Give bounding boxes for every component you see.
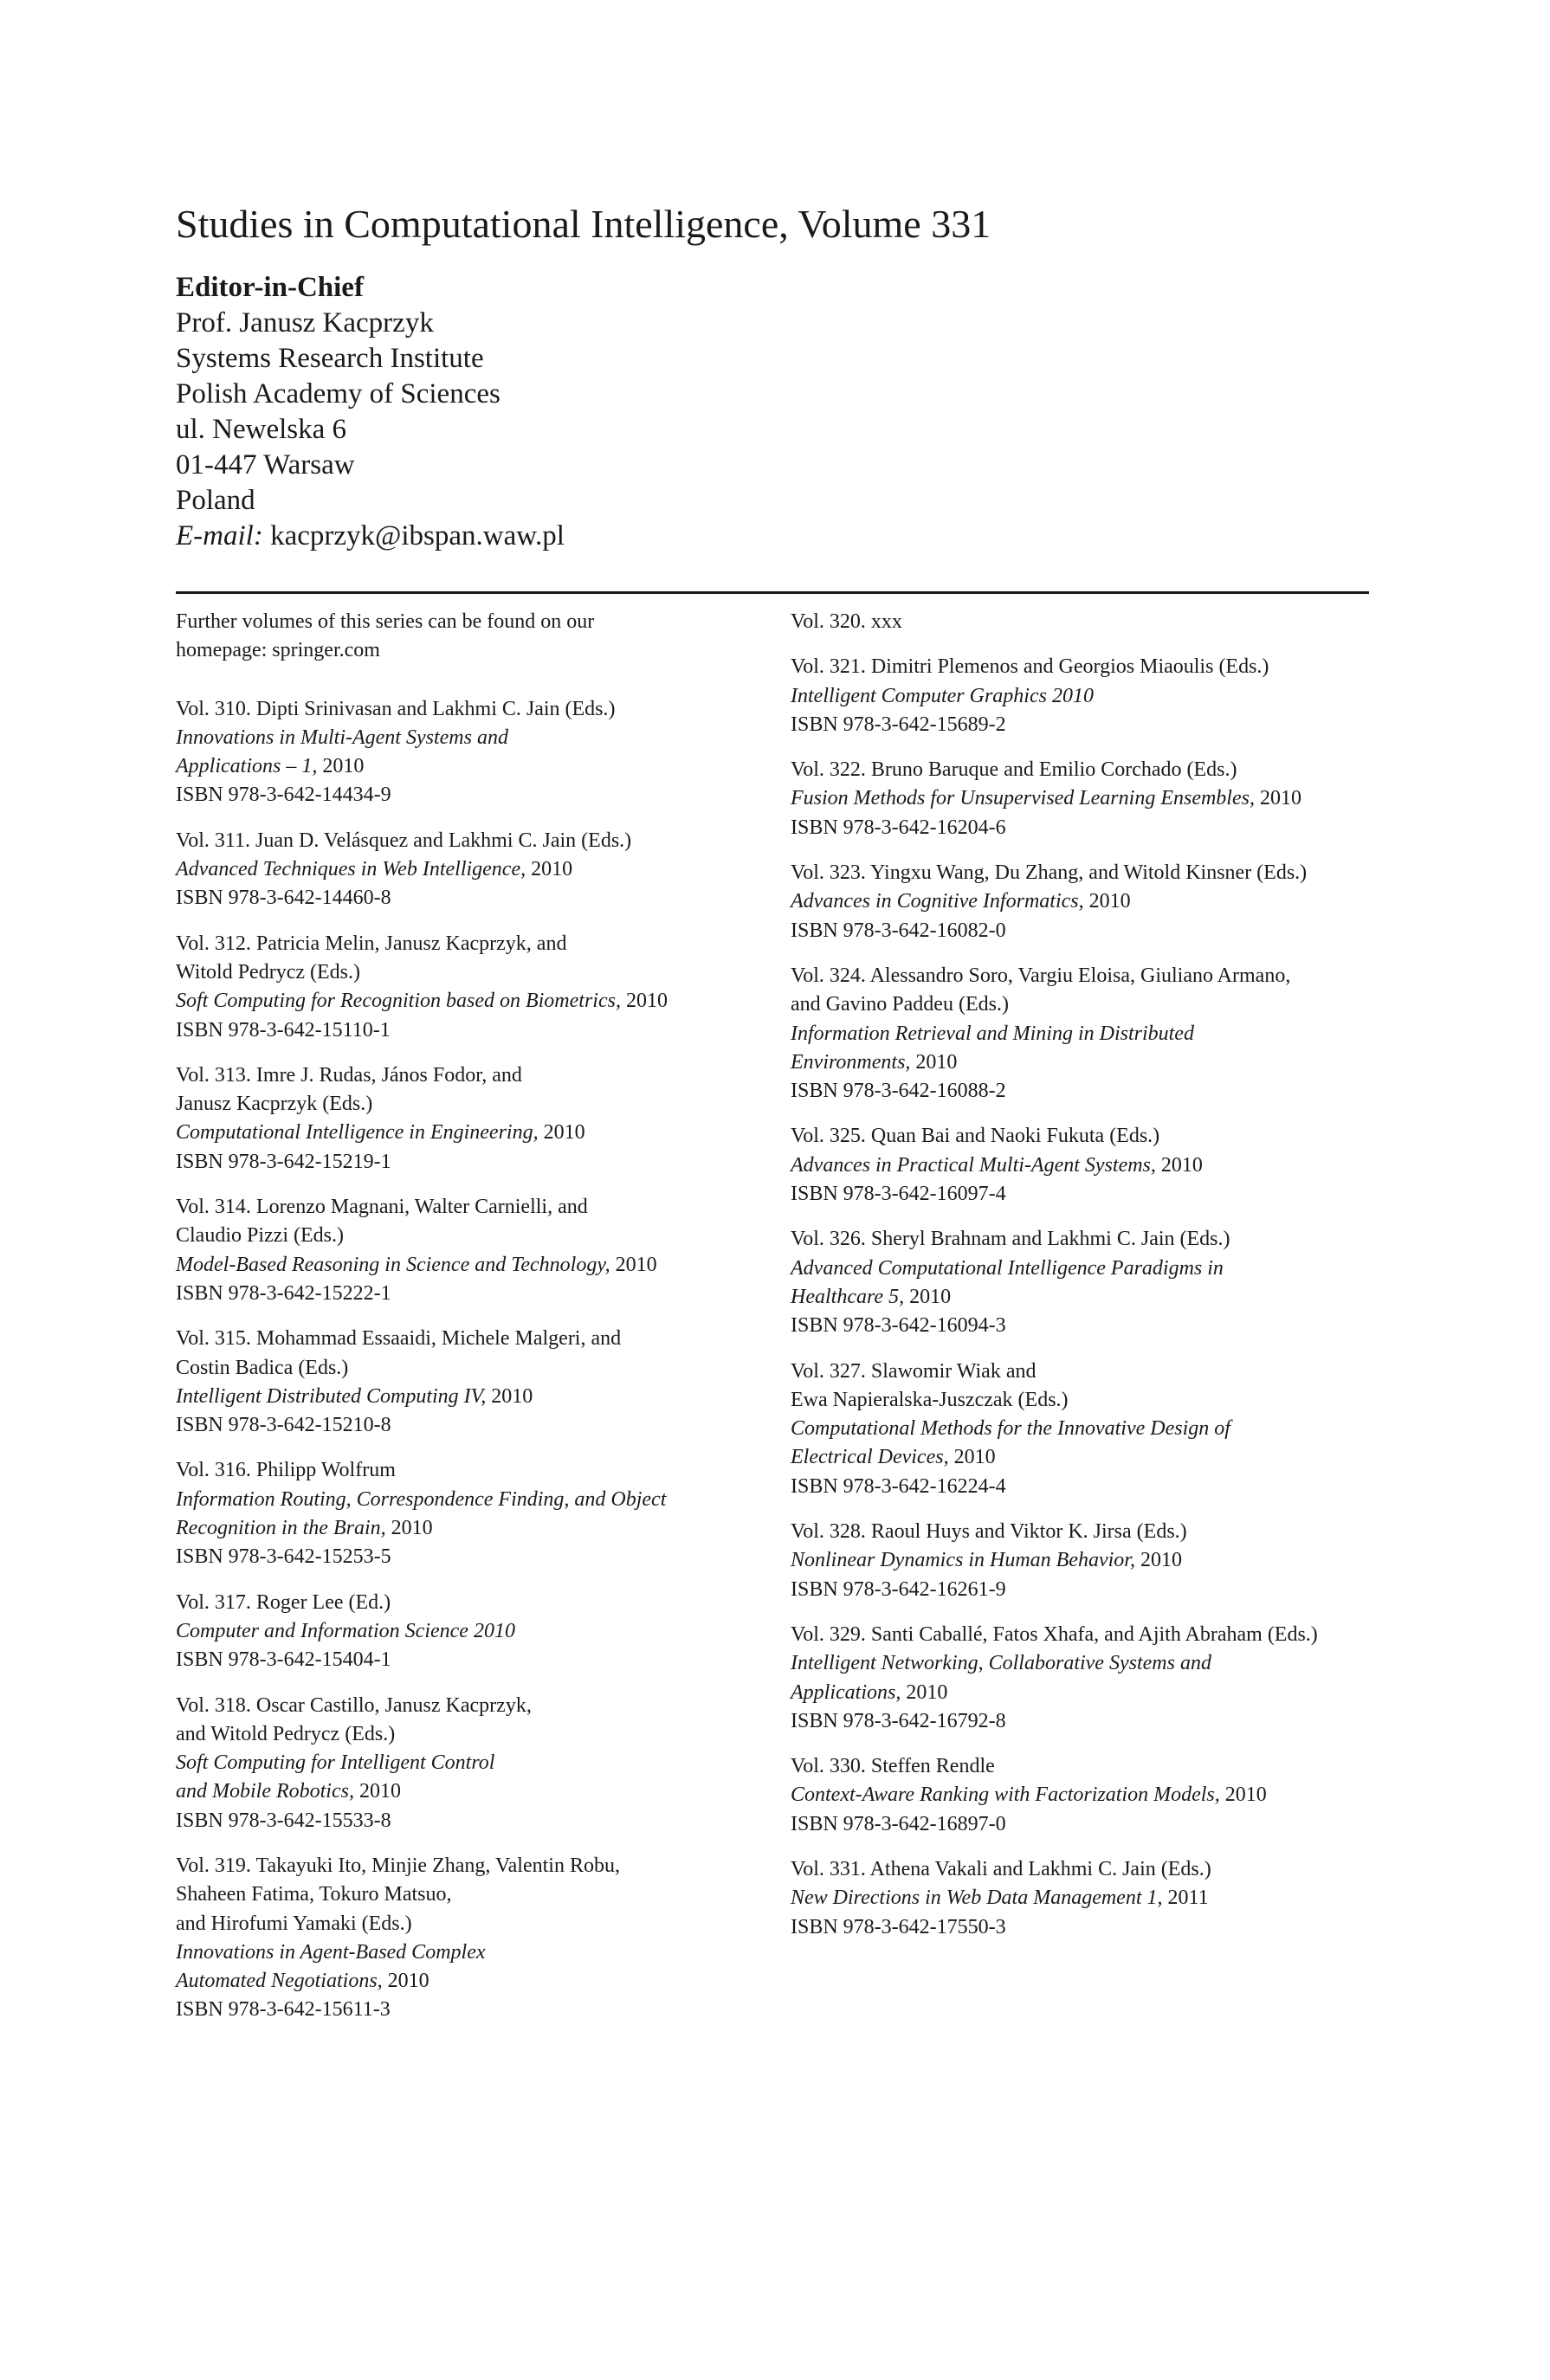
- volume-entry: [176, 1692, 782, 1835]
- volume-year: 2010: [906, 1680, 948, 1704]
- volume-title-line: [791, 1649, 1397, 1678]
- volume-title: Applications – 1,: [176, 755, 318, 778]
- volume-title-line: [176, 1777, 782, 1806]
- volume-year: 2010: [1224, 1783, 1267, 1807]
- volume-title-line: [791, 1151, 1397, 1180]
- volume-isbn: ISBN 978-3-642-14460-8: [176, 887, 391, 910]
- volume-authors: Vol. 312. Patricia Melin, Janusz Kacprzyk, and: [176, 932, 567, 955]
- volume-isbn: ISBN 978-3-642-16897-0: [791, 1812, 1006, 1835]
- editor-city: 01-447 Warsaw: [176, 449, 355, 481]
- volume-authors: Vol. 314. Lorenzo Magnani, Walter Carnielli, and: [176, 1196, 588, 1219]
- volume-entry: [176, 695, 782, 810]
- volume-authors: Shaheen Fatima, Tokuro Matsuo,: [176, 1883, 452, 1906]
- volume-title-line: [176, 1617, 782, 1646]
- volume-year: 2011: [1167, 1887, 1209, 1910]
- volume-isbn: ISBN 978-3-642-17550-3: [791, 1915, 1006, 1938]
- volume-year: 2010: [909, 1285, 952, 1308]
- volume-entry: [791, 1752, 1397, 1839]
- volume-year: 2010: [322, 755, 365, 778]
- volume-authors: Vol. 325. Quan Bai and Naoki Fukuta (Eds.): [791, 1125, 1160, 1148]
- volume-authors: Ewa Napieralska-Juszczak (Eds.): [791, 1388, 1069, 1411]
- editor-country: Poland: [176, 485, 255, 516]
- volume-title: Computer and Information Science 2010: [176, 1619, 515, 1642]
- volume-year: 2010: [387, 1970, 429, 1993]
- volume-entry: [176, 827, 782, 913]
- header-divider: [176, 591, 1369, 594]
- volume-isbn: ISBN 978-3-642-16792-8: [791, 1709, 1006, 1732]
- volume-title: Intelligent Computer Graphics 2010: [791, 684, 1094, 707]
- volume-title-line: [791, 1781, 1397, 1809]
- volume-title: Computational Methods for the Innovative Design of: [791, 1417, 1230, 1441]
- volume-title: Recognition in the Brain,: [176, 1517, 386, 1540]
- volume-title-line: [791, 1415, 1397, 1443]
- volume-authors: Vol. 316. Philipp Wolfrum: [176, 1459, 396, 1482]
- volume-authors: Vol. 331. Athena Vakali and Lakhmi C. Jain (Eds.): [791, 1857, 1211, 1880]
- volume-entry: [791, 962, 1397, 1106]
- left-column: [176, 608, 782, 2041]
- volume-entry: [791, 1855, 1397, 1942]
- volume-isbn: ISBN 978-3-642-16088-2: [791, 1080, 1006, 1103]
- volume-year: 2010: [391, 1517, 433, 1540]
- volume-isbn: ISBN 978-3-642-15533-8: [176, 1809, 391, 1832]
- volume-title: Automated Negotiations,: [176, 1970, 383, 1993]
- volume-title-line: [176, 1251, 782, 1280]
- volume-isbn: ISBN 978-3-642-16082-0: [791, 919, 1006, 942]
- volume-authors: Vol. 310. Dipti Srinivasan and Lakhmi C. Jain (Eds.): [176, 697, 616, 720]
- editor-academy: Polish Academy of Sciences: [176, 378, 501, 410]
- volume-isbn: ISBN 978-3-642-15253-5: [176, 1545, 391, 1569]
- volume-isbn: ISBN 978-3-642-15689-2: [791, 713, 1006, 736]
- volume-title-line: [791, 1884, 1397, 1912]
- volume-title: Model-Based Reasoning in Science and Technology,: [176, 1253, 610, 1276]
- volume-title: Fusion Methods for Unsupervised Learning Ensembles,: [791, 787, 1255, 810]
- volume-title-line: [791, 1546, 1397, 1575]
- volume-authors: Vol. 319. Takayuki Ito, Minjie Zhang, Valentin Robu,: [176, 1854, 620, 1877]
- volume-title-line: [791, 1254, 1397, 1283]
- volume-authors: Vol. 313. Imre J. Rudas, János Fodor, and: [176, 1063, 522, 1087]
- volume-title-line: [791, 887, 1397, 916]
- volume-isbn: ISBN 978-3-642-16261-9: [791, 1577, 1006, 1601]
- volume-title: Applications,: [791, 1680, 901, 1704]
- volume-isbn: ISBN 978-3-642-16224-4: [791, 1474, 1006, 1498]
- volume-title: Computational Intelligence in Engineering,: [176, 1121, 539, 1145]
- editor-name: Prof. Janusz Kacprzyk: [176, 307, 434, 339]
- volume-title-line: [176, 1749, 782, 1777]
- volume-isbn: ISBN 978-3-642-14434-9: [176, 784, 391, 807]
- volume-authors: Vol. 321. Dimitri Plemenos and Georgios Miaoulis (Eds.): [791, 655, 1269, 679]
- volume-title: Environments,: [791, 1050, 911, 1074]
- intro-line: Further volumes of this series can be found on our: [176, 610, 595, 633]
- volume-title-line: [791, 1679, 1397, 1707]
- volume-title-line: [176, 724, 782, 752]
- volume-title: Intelligent Distributed Computing IV,: [176, 1384, 487, 1408]
- volume-authors: Vol. 323. Yingxu Wang, Du Zhang, and Witold Kinsner (Eds.): [791, 861, 1308, 885]
- volume-year: 2010: [625, 990, 668, 1013]
- volume-authors: Vol. 326. Sheryl Brahnam and Lakhmi C. Jain (Eds.): [791, 1228, 1230, 1251]
- volume-title: Advanced Computational Intelligence Paradigms in: [791, 1256, 1224, 1280]
- right-volume-list: [791, 608, 1397, 1942]
- volume-title: Information Routing, Correspondence Finding, and Object: [176, 1487, 667, 1511]
- volume-year: 2010: [1140, 1549, 1182, 1572]
- volume-isbn: ISBN 978-3-642-15210-8: [176, 1414, 391, 1437]
- volume-year: 2010: [543, 1121, 585, 1145]
- volume-authors: Vol. 330. Steffen Rendle: [791, 1755, 995, 1778]
- volume-title: Innovations in Agent-Based Complex: [176, 1940, 486, 1964]
- volume-isbn: ISBN 978-3-642-15110-1: [176, 1018, 391, 1042]
- volume-entry: [176, 1325, 782, 1440]
- volume-isbn: ISBN 978-3-642-15611-3: [176, 1998, 391, 2022]
- volume-title: Information Retrieval and Mining in Distributed: [791, 1022, 1194, 1045]
- volume-title: New Directions in Web Data Management 1,: [791, 1887, 1163, 1910]
- volume-entry: [791, 1518, 1397, 1604]
- volume-entry: [791, 859, 1397, 945]
- volume-title-line: [791, 682, 1397, 711]
- volume-title-line: [791, 1048, 1397, 1077]
- volume-authors: Costin Badica (Eds.): [176, 1356, 349, 1379]
- volume-entry: [176, 1061, 782, 1177]
- volume-year: 2010: [358, 1780, 401, 1803]
- email-label: E-mail:: [176, 520, 263, 551]
- editor-label: Editor-in-Chief: [176, 272, 364, 303]
- volume-isbn: ISBN 978-3-642-15219-1: [176, 1150, 391, 1173]
- volume-year: 2010: [491, 1384, 533, 1408]
- volume-authors: Vol. 322. Bruno Baruque and Emilio Corchado (Eds.): [791, 758, 1237, 782]
- volume-title-line: [176, 1383, 782, 1411]
- volume-title-line: [176, 855, 782, 884]
- volume-title: Innovations in Multi-Agent Systems and: [176, 726, 508, 749]
- volume-year: 2010: [1088, 890, 1131, 913]
- editor-block: [176, 270, 565, 554]
- volume-title: Intelligent Networking, Collaborative Systems and: [791, 1652, 1211, 1675]
- volume-isbn: ISBN 978-3-642-16097-4: [791, 1183, 1006, 1206]
- volume-title-line: [176, 1119, 782, 1147]
- volume-year: 2010: [915, 1050, 958, 1074]
- email-address: kacprzyk@ibspan.waw.pl: [270, 520, 565, 551]
- volume-authors: Vol. 315. Mohammad Essaaidi, Michele Malgeri, and: [176, 1327, 622, 1351]
- volume-entry: [176, 930, 782, 1045]
- volume-isbn: ISBN 978-3-642-16204-6: [791, 816, 1006, 839]
- volume-entry: [791, 756, 1397, 842]
- volume-entry: [791, 1621, 1397, 1736]
- volume-entry: [176, 1193, 782, 1308]
- volume-entry: [791, 1122, 1397, 1209]
- volume-authors: Vol. 329. Santi Caballé, Fatos Xhafa, and Ajith Abraham (Eds.): [791, 1622, 1318, 1646]
- volume-entry: [791, 1358, 1397, 1501]
- volume-authors: Witold Pedrycz (Eds.): [176, 960, 360, 984]
- volume-authors: Vol. 317. Roger Lee (Ed.): [176, 1590, 391, 1614]
- volume-authors: Janusz Kacprzyk (Eds.): [176, 1093, 373, 1116]
- volume-title-line: [176, 1514, 782, 1543]
- volume-authors: Vol. 327. Slawomir Wiak and: [791, 1359, 1037, 1383]
- volume-authors: Vol. 328. Raoul Huys and Viktor K. Jirsa (Eds.): [791, 1520, 1187, 1544]
- volume-title-line: [791, 784, 1397, 813]
- volume-authors: Vol. 311. Juan D. Velásquez and Lakhmi C. Jain (Eds.): [176, 829, 632, 852]
- volume-title: Soft Computing for Recognition based on Biometrics,: [176, 990, 621, 1013]
- volume-authors: Vol. 324. Alessandro Soro, Vargiu Eloisa, Giuliano Armano,: [791, 964, 1291, 987]
- volume-year: 2010: [615, 1253, 657, 1276]
- left-volume-list: [176, 695, 782, 2025]
- volume-authors: Vol. 318. Oscar Castillo, Janusz Kacprzyk,: [176, 1693, 532, 1717]
- volume-authors: Vol. 320. xxx: [791, 610, 902, 633]
- volume-isbn: ISBN 978-3-642-15222-1: [176, 1281, 391, 1305]
- volume-title: and Mobile Robotics,: [176, 1780, 354, 1803]
- volume-entry: [791, 653, 1397, 739]
- volume-authors: Claudio Pizzi (Eds.): [176, 1224, 344, 1248]
- volume-isbn: ISBN 978-3-642-15404-1: [176, 1648, 391, 1672]
- volume-title: Healthcare 5,: [791, 1285, 905, 1308]
- volume-entry: [176, 1589, 782, 1675]
- volume-authors: and Gavino Paddeu (Eds.): [791, 993, 1009, 1016]
- volume-year: 2010: [531, 858, 573, 881]
- volume-entry: [176, 1852, 782, 2025]
- volume-year: 2010: [953, 1446, 996, 1469]
- volume-authors: and Witold Pedrycz (Eds.): [176, 1722, 396, 1745]
- volume-year: 2010: [1160, 1153, 1203, 1177]
- volume-isbn: ISBN 978-3-642-16094-3: [791, 1314, 1006, 1338]
- volume-title: Nonlinear Dynamics in Human Behavior,: [791, 1549, 1135, 1572]
- series-intro: [176, 608, 782, 666]
- volume-title-line: [791, 1020, 1397, 1048]
- volume-title: Advances in Practical Multi-Agent Systems,: [791, 1153, 1156, 1177]
- volume-entry: [791, 608, 1397, 636]
- volume-authors: and Hirofumi Yamaki (Eds.): [176, 1912, 412, 1935]
- volume-title-line: [791, 1283, 1397, 1312]
- volume-entry: [176, 1456, 782, 1571]
- editor-street: ul. Newelska 6: [176, 414, 347, 445]
- editor-institute: Systems Research Institute: [176, 343, 484, 374]
- intro-line: homepage: springer.com: [176, 639, 380, 662]
- volume-title: Soft Computing for Intelligent Control: [176, 1751, 495, 1775]
- volume-title-line: [176, 1967, 782, 1996]
- volume-title-line: [176, 987, 782, 1016]
- volume-entry: [791, 1225, 1397, 1340]
- volume-title-line: [176, 1938, 782, 1967]
- editor-email-line: [176, 519, 565, 554]
- volume-title-line: [176, 1486, 782, 1514]
- series-title: Studies in Computational Intelligence, Volume 331: [176, 202, 991, 246]
- volume-title: Advances in Cognitive Informatics,: [791, 890, 1084, 913]
- right-column: [791, 608, 1397, 1958]
- volume-title-line: [176, 752, 782, 781]
- volume-title-line: [791, 1443, 1397, 1472]
- volume-title: Context-Aware Ranking with Factorization Models,: [791, 1783, 1220, 1807]
- volume-title: Advanced Techniques in Web Intelligence,: [176, 858, 526, 881]
- volume-year: 2010: [1259, 787, 1301, 810]
- volume-title: Electrical Devices,: [791, 1446, 949, 1469]
